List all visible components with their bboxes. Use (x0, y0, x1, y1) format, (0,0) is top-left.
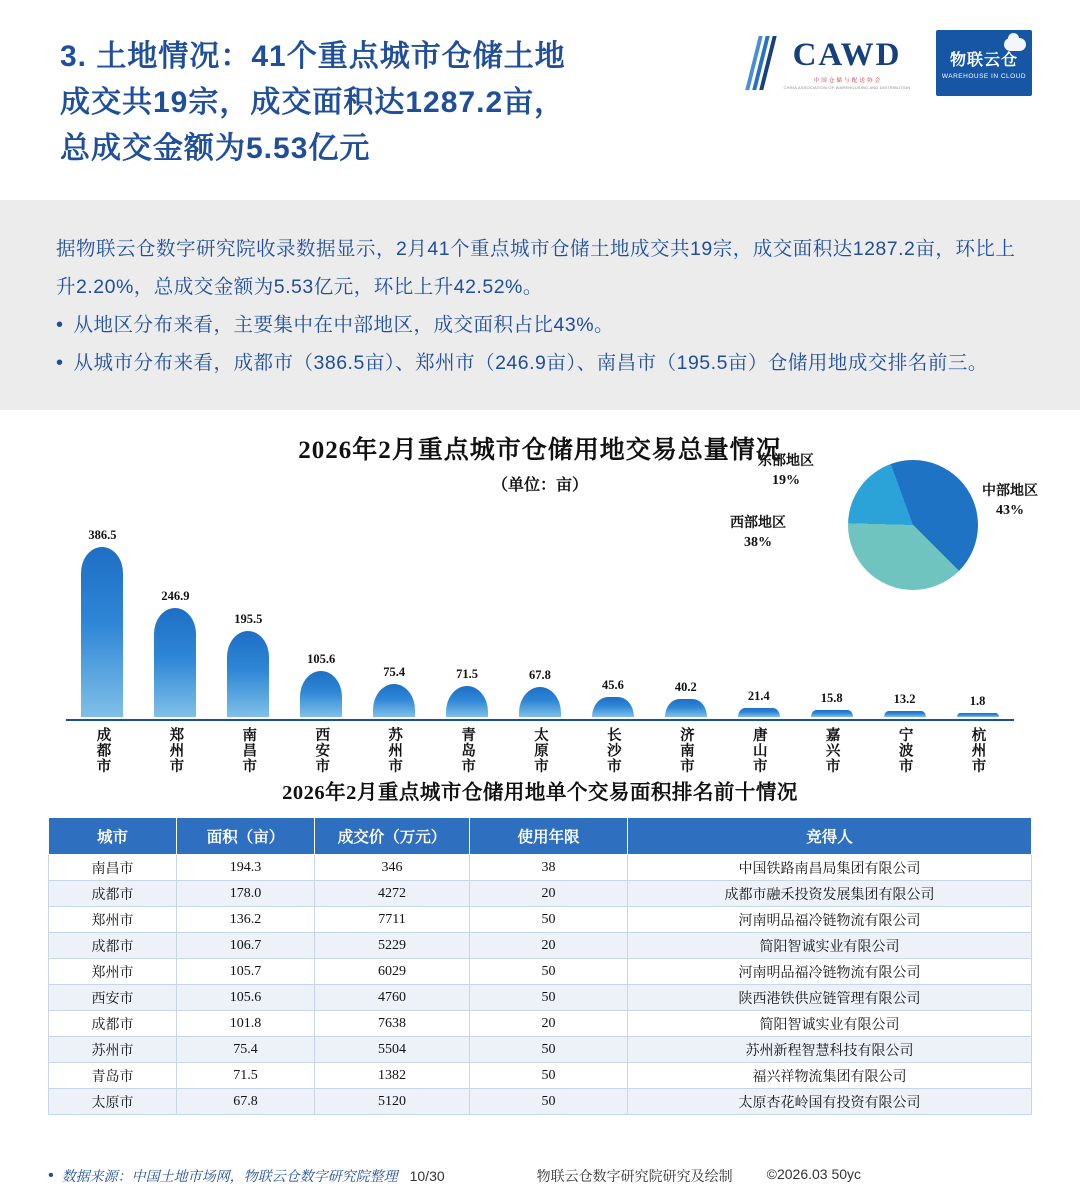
bullet-dot-icon: • (56, 314, 64, 336)
ranking-table (48, 817, 1032, 1115)
bar-item (139, 505, 212, 717)
table-cell: 简阳智诚实业有限公司 (628, 933, 1032, 959)
chart-section (0, 410, 1080, 774)
bar-shape (154, 608, 196, 717)
bar-shape (446, 686, 488, 717)
column-header-price: 成交价（万元） (315, 818, 470, 855)
footer (0, 1166, 1080, 1186)
bar-shape (665, 699, 707, 717)
footer-source-text: 数据来源：中国土地市场网，物联云仓数字研究院整理 (61, 1168, 398, 1184)
cawd-logo (748, 30, 928, 96)
bar-value-label: 246.9 (161, 589, 190, 604)
table-cell: 194.3 (177, 855, 315, 881)
table-cell: 成都市融禾投资发展集团有限公司 (628, 881, 1032, 907)
bar-item (285, 505, 358, 717)
table-cell: 101.8 (177, 1011, 315, 1037)
bar-value-label: 21.4 (747, 688, 770, 703)
bar-item (431, 505, 504, 717)
table-row (49, 1037, 1032, 1063)
bar-shape (957, 713, 999, 717)
pie-label-east (758, 452, 814, 490)
table-cell: 50 (470, 1063, 628, 1089)
bar-value-label: 105.6 (307, 651, 336, 666)
bar-category-label: 嘉兴市 (823, 727, 840, 774)
bar-category-label: 太原市 (531, 727, 548, 774)
table-cell: 50 (470, 907, 628, 933)
table-cell: 1382 (315, 1063, 470, 1089)
cawd-english-name: CHINA ASSOCIATION OF WAREHOUSING AND DISTRIBUTION (783, 84, 911, 90)
bar-item (722, 505, 795, 717)
column-header-area: 面积（亩） (177, 818, 315, 855)
table-cell: 67.8 (177, 1089, 315, 1115)
page-number: 10/30 (409, 1168, 445, 1184)
bar-value-label: 75.4 (383, 664, 406, 679)
bar-category-label: 长沙市 (604, 727, 621, 774)
bar-value-label: 45.6 (601, 677, 624, 692)
bar-item (576, 505, 649, 717)
footer-copyright: ©2026.03 50yc (766, 1166, 862, 1182)
table-cell: 苏州新程智慧科技有限公司 (628, 1037, 1032, 1063)
bar-chart (66, 505, 1014, 774)
footer-credit: 物联云仓数字研究院研究及绘制 (536, 1168, 733, 1184)
page-title (60, 34, 840, 172)
table-cell: 50 (470, 985, 628, 1011)
cawd-bars-icon (752, 36, 772, 90)
table-cell: 河南明品福冷链物流有限公司 (628, 907, 1032, 933)
bar-value-label: 13.2 (893, 692, 916, 707)
table-cell: 20 (470, 933, 628, 959)
table-body (49, 855, 1032, 1115)
wlyc-logo (936, 30, 1032, 96)
bar-category-label: 唐山市 (750, 727, 767, 774)
table-cell: 西安市 (49, 985, 177, 1011)
table-row (49, 1089, 1032, 1115)
page-title-line-1: 3. 土地情况：41个重点城市仓储土地 (60, 40, 566, 73)
table-cell: 陕西港铁供应链管理有限公司 (628, 985, 1032, 1011)
footer-source (48, 1166, 445, 1186)
table-cell: 5504 (315, 1037, 470, 1063)
bar-shape (738, 708, 780, 717)
bar-item (358, 505, 431, 717)
pie-label-east-name: 东部地区 (758, 454, 814, 469)
table-cell: 75.4 (177, 1037, 315, 1063)
table-cell: 太原市 (49, 1089, 177, 1115)
table-cell: 50 (470, 1037, 628, 1063)
table-cell: 346 (315, 855, 470, 881)
table-cell: 郑州市 (49, 959, 177, 985)
page-title-line-3: 总成交金额为5.53亿元 (60, 132, 371, 165)
table-cell: 71.5 (177, 1063, 315, 1089)
bar-shape (300, 671, 342, 717)
table-cell: 太原杏花岭国有投资有限公司 (628, 1089, 1032, 1115)
table-cell: 简阳智诚实业有限公司 (628, 1011, 1032, 1037)
bar-item (868, 505, 941, 717)
summary-bullet-2-text: 从城市分布来看，成都市（386.5亩）、郑州市（246.9亩）、南昌市（195.5亩）仓储用地成交排名前三。 (73, 352, 988, 374)
table-section (0, 775, 1080, 1115)
bar-shape (227, 631, 269, 717)
pie-label-west-value: 38% (744, 535, 772, 550)
table-cell: 20 (470, 1011, 628, 1037)
table-cell: 苏州市 (49, 1037, 177, 1063)
pie-label-middle-name: 中部地区 (982, 484, 1038, 499)
table-cell: 4272 (315, 881, 470, 907)
bar-item (212, 505, 285, 717)
bar-shape (519, 687, 561, 717)
table-cell: 河南明品福冷链物流有限公司 (628, 959, 1032, 985)
table-cell: 福兴祥物流集团有限公司 (628, 1063, 1032, 1089)
bar-shape (592, 697, 634, 717)
bar-chart-subtitle: （单位：亩） (491, 477, 588, 494)
table-cell: 105.6 (177, 985, 315, 1011)
pie-label-east-value: 19% (772, 473, 800, 488)
bullet-dot-icon: • (56, 352, 64, 374)
bar-series (66, 505, 1014, 717)
wlyc-chinese-name: 物联云仓 (949, 51, 1018, 69)
summary-bullet-1 (56, 306, 1024, 344)
table-cell: 178.0 (177, 881, 315, 907)
bar-category-label: 苏州市 (386, 727, 403, 774)
table-cell: 136.2 (177, 907, 315, 933)
table-row (49, 985, 1032, 1011)
cawd-chinese-name: 中 国 仓 储 与 配 送 协 会 (813, 77, 881, 84)
table-cell: 105.7 (177, 959, 315, 985)
x-axis-labels (66, 727, 1014, 774)
bar-category-label: 济南市 (677, 727, 694, 774)
column-header-city: 城市 (49, 818, 177, 855)
logo-group (748, 30, 1032, 96)
bar-item (504, 505, 577, 717)
summary-bullet-1-text: 从地区分布来看，主要集中在中部地区，成交面积占比43%。 (73, 314, 615, 336)
bar-value-label: 195.5 (234, 612, 263, 627)
bar-shape (81, 547, 123, 717)
bar-shape (811, 710, 853, 717)
table-row (49, 855, 1032, 881)
bar-item (795, 505, 868, 717)
table-cell: 中国铁路南昌局集团有限公司 (628, 855, 1032, 881)
bar-item (941, 505, 1014, 717)
table-cell: 106.7 (177, 933, 315, 959)
table-cell: 南昌市 (49, 855, 177, 881)
table-row (49, 933, 1032, 959)
bar-value-label: 40.2 (674, 680, 697, 695)
table-cell: 5229 (315, 933, 470, 959)
cawd-wordmark: CAWD (792, 36, 902, 73)
table-cell: 5120 (315, 1089, 470, 1115)
table-cell: 成都市 (49, 1011, 177, 1037)
bar-category-label: 青岛市 (459, 727, 476, 774)
table-title: 2026年2月重点城市仓储用地单个交易面积排名前十情况 (282, 782, 798, 804)
bar-item (66, 505, 139, 717)
bar-category-label: 杭州市 (969, 727, 986, 774)
table-cell: 4760 (315, 985, 470, 1011)
bar-chart-title: 2026年2月重点城市仓储用地交易总量情况 (298, 437, 782, 464)
table-cell: 青岛市 (49, 1063, 177, 1089)
bar-category-label: 西安市 (313, 727, 330, 774)
column-header-years: 使用年限 (470, 818, 628, 855)
bullet-dot-icon: • (48, 1167, 54, 1184)
bar-category-label: 宁波市 (896, 727, 913, 774)
bar-value-label: 1.8 (969, 694, 986, 708)
x-axis-line (66, 719, 1014, 721)
bar-item (649, 505, 722, 717)
bar-value-label: 15.8 (820, 691, 843, 706)
table-cell: 成都市 (49, 881, 177, 907)
bar-value-label: 67.8 (529, 668, 551, 683)
table-cell: 50 (470, 1089, 628, 1115)
page-title-line-2: 成交共19宗，成交面积达1287.2亩， (60, 86, 566, 119)
summary-panel (0, 200, 1080, 410)
table-row (49, 1011, 1032, 1037)
table-cell: 50 (470, 959, 628, 985)
bar-category-label: 成都市 (94, 727, 111, 774)
table-row (49, 907, 1032, 933)
bar-shape (373, 684, 415, 717)
cloud-icon (1004, 38, 1026, 51)
summary-bullet-2 (56, 344, 1024, 382)
bar-category-label: 郑州市 (167, 727, 184, 774)
bar-value-label: 386.5 (88, 528, 117, 542)
wlyc-english-name: WAREHOUSE IN CLOUD (941, 72, 1027, 80)
summary-intro: 据物联云仓数字研究院收录数据显示，2月41个重点城市仓储土地成交共19宗，成交面积达1287.2亩，环比上升2.20%，总成交金额为5.53亿元，环比上升42.52%。 (56, 238, 1016, 298)
table-row (49, 959, 1032, 985)
bar-value-label: 71.5 (456, 666, 478, 681)
table-cell: 38 (470, 855, 628, 881)
table-cell: 20 (470, 881, 628, 907)
table-cell: 成都市 (49, 933, 177, 959)
bar-category-label: 南昌市 (240, 727, 257, 774)
table-header-row (49, 818, 1032, 855)
pie-label-west-name: 西部地区 (730, 516, 786, 531)
table-cell: 7711 (315, 907, 470, 933)
table-cell: 郑州市 (49, 907, 177, 933)
header (0, 0, 1080, 200)
column-header-bidder: 竞得人 (628, 818, 1032, 855)
pie-label-middle-value: 43% (996, 503, 1024, 518)
table-cell: 7638 (315, 1011, 470, 1037)
table-row (49, 1063, 1032, 1089)
bar-shape (884, 711, 926, 717)
table-row (49, 881, 1032, 907)
table-cell: 6029 (315, 959, 470, 985)
